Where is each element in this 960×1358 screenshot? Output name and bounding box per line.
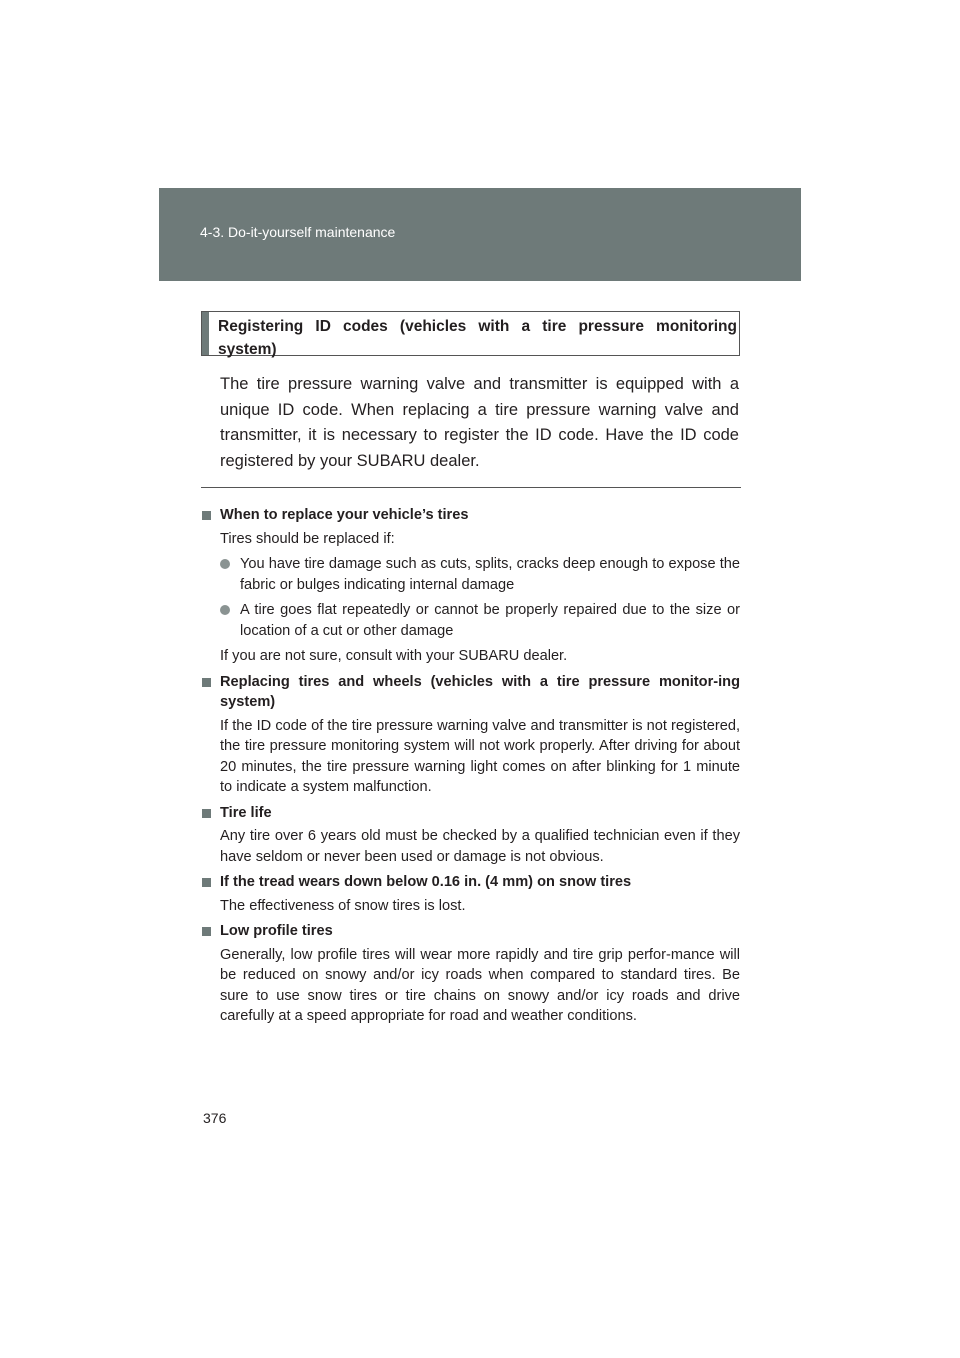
section-intro: The tire pressure warning valve and transmitter is equipped with a unique ID code. When replacing a tire pressure warning valve and transmitter, it is necessary to register the ID code. Have the ID code registered by your SUBARU dealer. xyxy=(220,375,739,470)
note-text: If you are not sure, consult with your SUBARU dealer. xyxy=(220,648,568,664)
note-heading xyxy=(201,505,740,526)
note-text: Generally, low profile tires will wear more rapidly and tire grip perfor-mance will be reduced on snowy and/or icy roads when compared to standard tires. Be sure to use snow tires or tire chains on snowy and/or icy roads and drive carefully at a speed appropriate for road and weather conditions. xyxy=(220,946,740,1024)
notes-list xyxy=(201,505,740,1032)
list-item xyxy=(220,600,740,641)
note-body xyxy=(201,529,740,550)
note-snow-tire-tread xyxy=(201,872,740,916)
page-number: 376 xyxy=(203,1110,227,1126)
note-heading xyxy=(201,921,740,942)
square-bullet-icon xyxy=(202,678,211,687)
note-body xyxy=(201,646,740,667)
square-bullet-icon xyxy=(202,878,211,887)
note-text: The effectiveness of snow tires is lost. xyxy=(220,897,466,914)
section-heading-box xyxy=(201,311,740,356)
note-body xyxy=(201,716,740,798)
note-title: Replacing tires and wheels (vehicles with a tire pressure monitor-ing system) xyxy=(220,673,740,710)
square-bullet-icon xyxy=(202,809,211,818)
circle-bullet-icon xyxy=(220,605,230,615)
note-replacing-tires-wheels xyxy=(201,672,740,798)
list-item xyxy=(220,554,740,595)
note-when-to-replace xyxy=(201,505,740,667)
square-bullet-icon xyxy=(202,927,211,936)
note-heading xyxy=(201,672,740,713)
note-body xyxy=(201,896,740,917)
note-heading xyxy=(201,803,740,824)
note-body xyxy=(201,826,740,867)
note-text: Any tire over 6 years old must be checked by a qualified technician even if they have seldom or never been used or damage is not obvious. xyxy=(220,828,740,865)
note-body xyxy=(201,945,740,1027)
chapter-title: 4-3. Do-it-yourself maintenance xyxy=(200,224,396,240)
note-low-profile-tires xyxy=(201,921,740,1027)
circle-bullet-icon xyxy=(220,559,230,569)
section-accent-bar xyxy=(202,312,209,355)
note-heading xyxy=(201,872,740,893)
note-text: If the ID code of the tire pressure warning valve and transmitter is not registered, the tire pressure monitoring system will not work properly. After driving for about 20 minutes, the tire pressure warning light comes on after blinking for 1 minute to indicate a system malfunction. xyxy=(220,717,740,795)
note-title: Tire life xyxy=(220,804,272,821)
note-text: Tires should be replaced if: xyxy=(220,530,395,547)
note-title: When to replace your vehicle’s tires xyxy=(220,507,469,523)
note-title: If the tread wears down below 0.16 in. (4 mm) on snow tires xyxy=(220,874,632,890)
note-tire-life xyxy=(201,803,740,868)
list-item-text: A tire goes flat repeatedly or cannot be properly repaired due to the size or location of a cut or other damage xyxy=(240,602,740,639)
list-item-text: You have tire damage such as cuts, splits, cracks deep enough to expose the fabric or bulges indicating internal damage xyxy=(240,556,740,593)
note-title: Low profile tires xyxy=(220,923,333,939)
divider xyxy=(201,487,741,488)
chapter-header xyxy=(159,188,801,281)
square-bullet-icon xyxy=(202,511,211,520)
section-title: Registering ID codes (vehicles with a tire pressure monitoring system) xyxy=(218,318,737,358)
